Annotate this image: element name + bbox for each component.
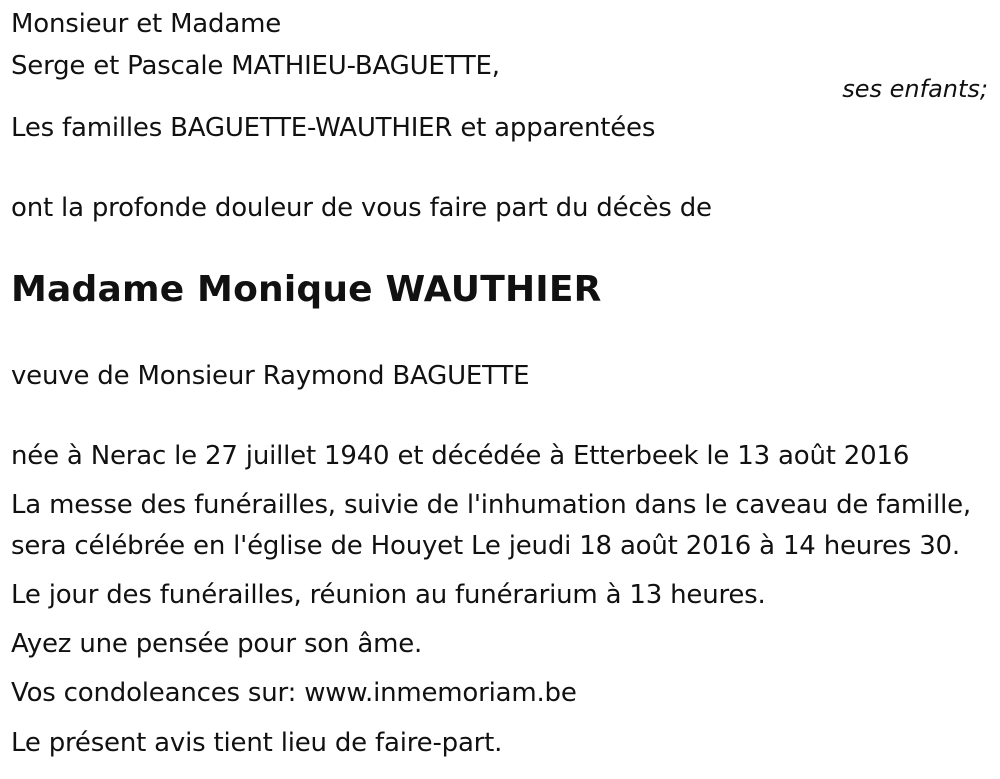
announcement-line: ont la profonde douleur de vous faire part du décès de bbox=[11, 193, 712, 223]
condolences-line: Vos condoleances sur: www.inmemoriam.be bbox=[11, 678, 577, 708]
birth-death-line: née à Nerac le 27 juillet 1940 et décédée à Etterbeek le 13 août 2016 bbox=[11, 441, 910, 471]
deceased-name: Madame Monique WAUTHIER bbox=[11, 269, 602, 310]
funeral-line-1: La messe des funérailles, suivie de l'inhumation dans le caveau de famille, bbox=[11, 490, 971, 520]
funeral-line-2: sera célébrée en l'église de Houyet Le jeudi 18 août 2016 à 14 heures 30. bbox=[11, 531, 960, 561]
gathering-line: Le jour des funérailles, réunion au funérarium à 13 heures. bbox=[11, 580, 766, 610]
families-line: Les familles BAGUETTE-WAUTHIER et apparentées bbox=[11, 113, 656, 143]
header-line-2: Serge et Pascale MATHIEU-BAGUETTE, bbox=[11, 51, 500, 81]
thought-line: Ayez une pensée pour son âme. bbox=[11, 629, 423, 659]
header-role: ses enfants; bbox=[842, 75, 988, 103]
widow-of-line: veuve de Monsieur Raymond BAGUETTE bbox=[11, 361, 530, 391]
closing-line: Le présent avis tient lieu de faire-part. bbox=[11, 728, 503, 758]
header-line-1: Monsieur et Madame bbox=[11, 9, 281, 39]
